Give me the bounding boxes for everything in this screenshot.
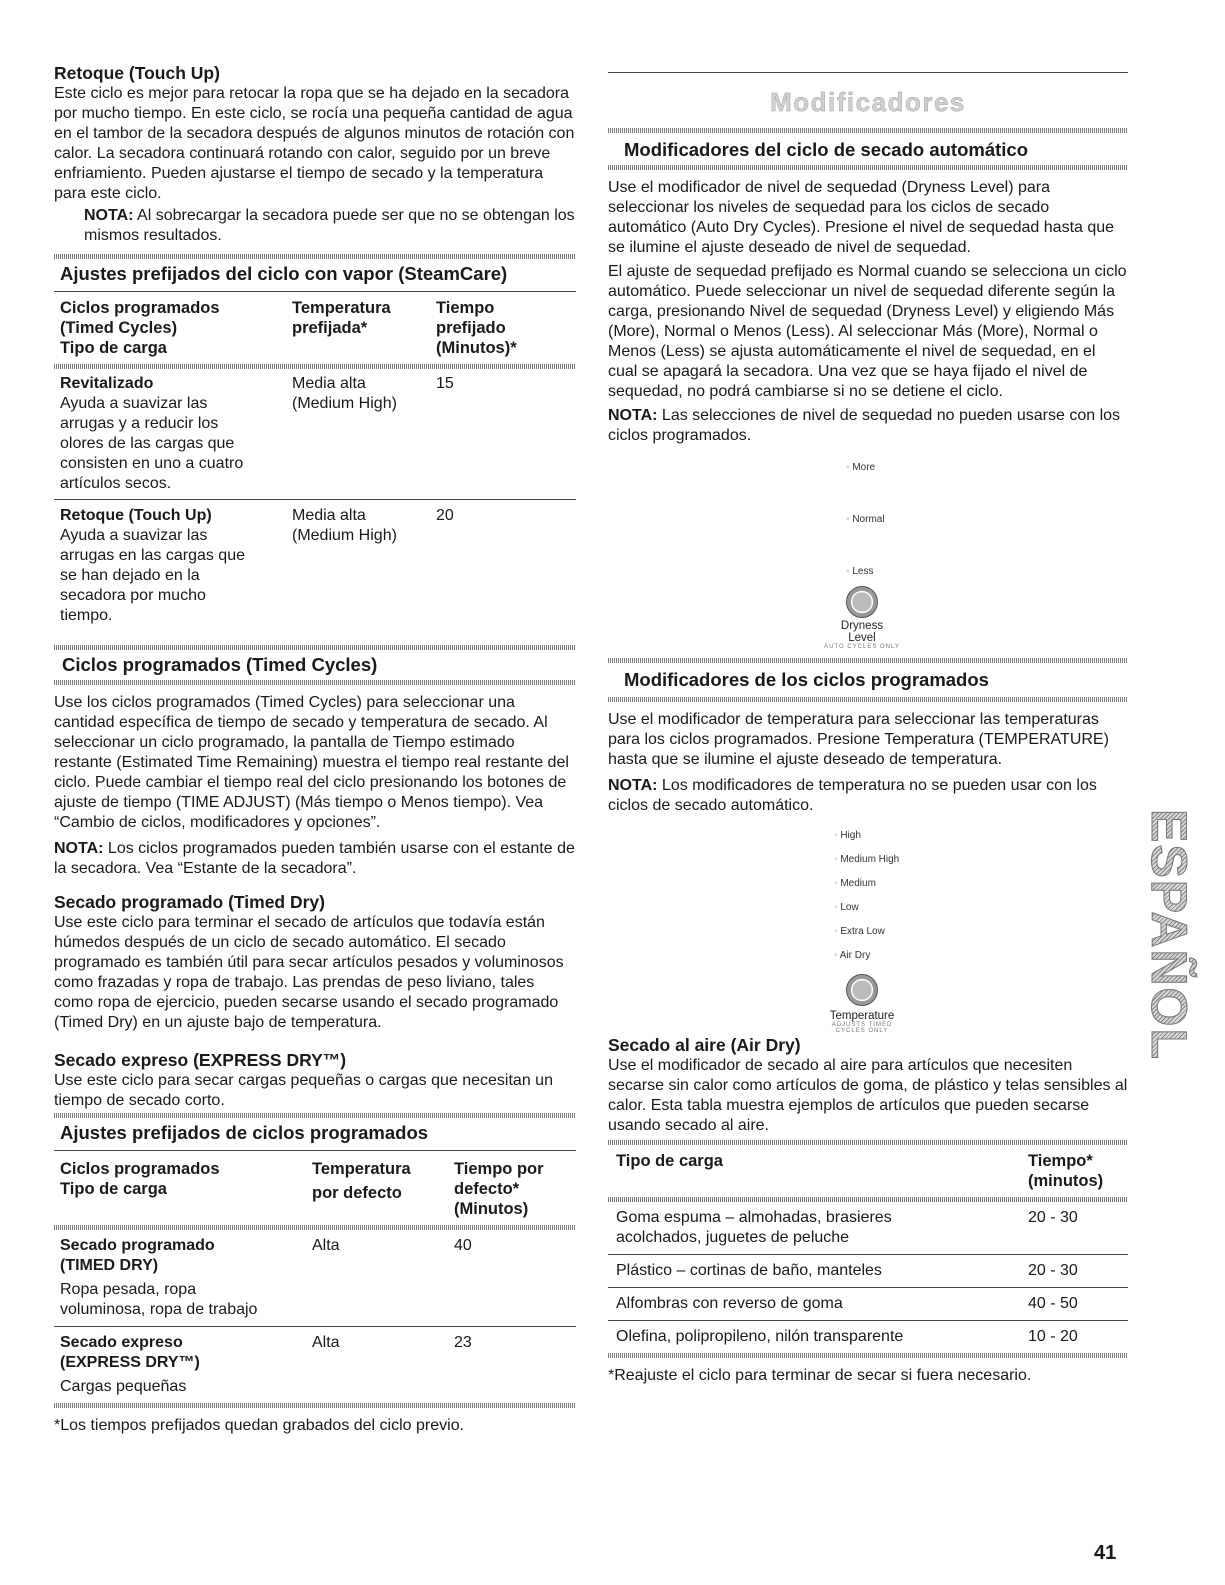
head-line: Tipo de carga (60, 1180, 167, 1198)
head-line: (minutos) (1028, 1172, 1104, 1190)
dial-caption: Level (848, 632, 876, 644)
note-text: Los modificadores de temperatura no se pueden usar con los ciclos de secado automático. (608, 777, 1097, 814)
temp-value: Media alta (292, 375, 366, 392)
col-cycles (60, 1159, 312, 1219)
time-range: 20 - 30 (1028, 1262, 1078, 1279)
timed-cycles-body: Use los ciclos programados (Timed Cycles) para seleccionar una cantidad específica de tiempo de secado y temperatura de secado. Al seleccionar un ciclo programado, la pantalla de Tiempo estimado restante (Estimated Time Remaining) muestra el tiempo real restante del ciclo. Puede cambiar el tiempo real del ciclo presionando los botones de ajuste de tiempo (TIME ADJUST) (Más tiempo o Menos tiempo). Vea “Cambio de ciclos, modificadores y opciones”. (54, 694, 569, 831)
timed-table-title: Ajustes prefijados de ciclos programados (60, 1122, 429, 1143)
load-line: Goma espuma – almohadas, brasieres (616, 1209, 892, 1226)
note-label: NOTA: (608, 407, 658, 424)
cycle-name: Revitalizado (60, 375, 154, 392)
auto-mod-title: Modificadores del ciclo de secado automático (624, 139, 1029, 160)
timed-cycles-title: Ciclos programados (Timed Cycles) (62, 654, 378, 675)
head-line: defecto* (454, 1180, 520, 1198)
cycle-name: Retoque (Touch Up) (60, 507, 212, 524)
dial-caption-block (822, 620, 902, 650)
timed-cycles-note (54, 839, 576, 879)
hatch-divider (608, 165, 1128, 170)
cycle-desc: consisten en uno a cuatro (60, 455, 244, 472)
note-label: NOTA: (608, 777, 658, 794)
hatch-divider (54, 1403, 576, 1408)
air-dry-heading: Secado al aire (Air Dry) (608, 1035, 801, 1055)
table-row (54, 369, 576, 499)
col-time (454, 1159, 574, 1219)
table-row (608, 1288, 1128, 1320)
head-line: Tipo de carga (60, 339, 167, 357)
timed-dry-body: Use este ciclo para terminar el secado de artículos que todavía están húmedos después de un ciclo de secado automático. El secado programado es también útil para secar artículos pesados y voluminosos como frazadas y ropa de trabajo. Las prendas de peso liviano, tales como ropa de ejercicio, pueden secarse usando el secado programado (Timed Dry) en un ajuste bajo de temperatura. (54, 914, 564, 1031)
row-cycle (60, 506, 292, 626)
temp-value: (Medium High) (292, 395, 397, 412)
temperature-button[interactable] (846, 974, 878, 1006)
dryness-level-button[interactable] (846, 586, 878, 618)
retoque-heading: Retoque (Touch Up) (54, 63, 220, 83)
head-line: prefijado (436, 319, 506, 337)
right-column (608, 62, 1128, 1386)
table-row (608, 1202, 1128, 1254)
retoque-note (54, 206, 576, 246)
dial-sub: AUTO CYCLES ONLY (824, 644, 900, 650)
time-range: 20 - 30 (1028, 1209, 1078, 1226)
load-line: acolchados, juguetes de peluche (616, 1229, 850, 1246)
dial-label-extra-low: ◦ Extra Low (834, 926, 885, 937)
head-line: Ciclos programados (60, 299, 220, 317)
dial-label-low: ◦ Low (834, 902, 859, 913)
dial-caption: Temperature (829, 1010, 895, 1022)
cycle-desc: secadora por mucho (60, 587, 206, 604)
timed-mod-title: Modificadores de los ciclos programados (624, 669, 989, 690)
cycle-name: Secado expreso (60, 1334, 183, 1351)
cycle-desc: arrugas y a reducir los (60, 415, 219, 432)
dial-label-medium: ◦ Medium (834, 878, 876, 889)
hatch-divider (608, 697, 1128, 702)
language-label: ESPAÑOL (1141, 809, 1197, 1061)
dryness-level-dial (824, 458, 920, 650)
cycle-desc: voluminosa, ropa de trabajo (60, 1301, 258, 1318)
left-column (54, 62, 576, 1436)
cycle-name: (TIMED DRY) (60, 1257, 159, 1274)
cycle-desc: Ropa pesada, ropa (60, 1281, 197, 1298)
temp-value: Media alta (292, 507, 366, 524)
cycle-desc: artículos secos. (60, 475, 172, 492)
dial-label-more: ◦ More (846, 462, 875, 473)
air-dry-body: Use el modificador de secado al aire para artículos que necesiten secarse sin calor como artículos de goma, de plástico y telas sensibles al calor. Esta tabla muestra ejemplos de artículos que pueden secarse usando secado al aire. (608, 1057, 1128, 1134)
row-time: 15 (436, 375, 454, 392)
timed-mod-p1: Use el modificador de temperatura para seleccionar las temperaturas para los ciclos programados. Presione Temperatura (TEMPERATURE) hasta que se ilumine el ajuste deseado de temperatura. (608, 711, 1109, 768)
head-line: (Minutos) (454, 1200, 529, 1218)
table-row (54, 1230, 576, 1326)
dial-label-less: ◦ Less (846, 566, 873, 577)
retoque-body: Este ciclo es mejor para retocar la ropa que se ha dejado en la secadora por mucho tiempo. En este ciclo, se rocía una pequeña cantidad de agua en el tambor de la secadora después de algunos minutos de rotación con calor. La secadora continuará rotando con calor, seguido por un breve enfriamiento. Pueden ajustarse el tiempo de secado y la temperatura para este ciclo. (54, 85, 575, 202)
note-label: NOTA: (54, 840, 104, 857)
head-line: por defecto (312, 1184, 402, 1202)
hatch-divider (54, 680, 576, 685)
table-row (608, 1255, 1128, 1287)
table-row (608, 1321, 1128, 1353)
cycle-desc: Cargas pequeñas (60, 1378, 187, 1395)
note-text: Las selecciones de nivel de sequedad no pueden usarse con los ciclos programados. (608, 407, 1121, 444)
head-line: Tiempo (436, 299, 495, 317)
timed-dry-heading: Secado programado (Timed Dry) (54, 892, 325, 912)
dial-caption: Dryness (840, 620, 884, 632)
cycle-name: Secado programado (60, 1237, 215, 1254)
load-type: Plástico – cortinas de baño, manteles (616, 1262, 882, 1279)
row-time: 20 (436, 507, 454, 524)
head-line: (Timed Cycles) (60, 319, 178, 337)
air-dry-footnote: *Reajuste el ciclo para terminar de secar si fuera necesario. (608, 1367, 1032, 1384)
load-type (616, 1208, 1028, 1248)
row-temp (292, 506, 436, 626)
steam-table-title: Ajustes prefijados del ciclo con vapor (SteamCare) (60, 263, 508, 284)
row-cycle (60, 1333, 312, 1397)
head-line: prefijada* (292, 319, 368, 337)
note-text: Los ciclos programados pueden también usarse con el estante de la secadora. Vea “Estante de la secadora”. (54, 840, 575, 877)
col-load-type: Tipo de carga (616, 1152, 723, 1170)
dial-label-normal: ◦ Normal (846, 514, 885, 525)
dial-label-medium-high: ◦ Medium High (834, 854, 899, 865)
time-range: 10 - 20 (1028, 1328, 1078, 1345)
dial-caption-block (822, 1010, 902, 1034)
time-range: 40 - 50 (1028, 1295, 1078, 1312)
col-temp (292, 298, 436, 358)
row-cycle (60, 1236, 312, 1320)
col-time (1028, 1151, 1118, 1191)
cycle-desc: tiempo. (60, 607, 113, 624)
air-table-head (608, 1145, 1128, 1197)
row-temp: Alta (312, 1334, 340, 1351)
temp-value: (Medium High) (292, 527, 397, 544)
note-label: NOTA: (84, 207, 134, 224)
head-line: Temperatura (292, 299, 391, 317)
row-temp (292, 374, 436, 494)
express-body: Use este ciclo para secar cargas pequeñas o cargas que necesitan un tiempo de secado corto. (54, 1072, 553, 1109)
page-number: 41 (1094, 1542, 1117, 1564)
auto-mod-note (608, 406, 1128, 446)
load-type: Olefina, polipropileno, nilón transparente (616, 1328, 904, 1345)
language-side-tab (1138, 810, 1200, 1060)
cycle-name: (EXPRESS DRY™) (60, 1354, 200, 1371)
cycle-desc: arrugas en las cargas que (60, 547, 245, 564)
modificadores-title: Modificadores (770, 87, 966, 117)
auto-mod-p2: El ajuste de sequedad prefijado es Normal cuando se selecciona un ciclo automático. Puede seleccionar un nivel de sequedad diferente según la carga, presionando Nivel de sequedad (Dryness Level) y eligiendo Más (More), Normal o Menos (Less). Al seleccionar Más (More), Normal o Menos (Less) se ajusta automáticamente el nivel de sequedad, en el cual se apagará la secadora. Una vez que se haya fijado el nivel de sequedad, no podrá cambiarse si no se detiene el ciclo. (608, 263, 1127, 400)
auto-mod-p1: Use el modificador de nivel de sequedad (Dryness Level) para seleccionar los niveles de sequedad para los ciclos de secado automático (Auto Dry Cycles). Presione el nivel de sequedad hasta que se ilumine el ajuste deseado de nivel de sequedad. (608, 179, 1115, 256)
cycle-desc: Ayuda a suavizar las (60, 527, 208, 544)
row-cycle (60, 374, 292, 494)
head-line: Tiempo* (1028, 1152, 1093, 1170)
col-cycles (60, 298, 292, 358)
hatch-divider (608, 1353, 1128, 1358)
table-row (54, 500, 576, 631)
row-time: 40 (454, 1237, 472, 1254)
dial-label-air-dry: ◦ Air Dry (834, 950, 870, 961)
row-temp: Alta (312, 1237, 340, 1254)
timed-mod-note (608, 776, 1128, 816)
dial-label-high: ◦ High (834, 830, 861, 841)
head-line: Ciclos programados (60, 1160, 220, 1178)
cycle-desc: se han dejado en la (60, 567, 200, 584)
head-line: Temperatura (312, 1160, 411, 1178)
head-line: (Minutos)* (436, 339, 517, 357)
steam-table-head (54, 292, 576, 364)
timed-table-footnote: *Los tiempos prefijados quedan grabados del ciclo previo. (54, 1417, 465, 1434)
temperature-dial (826, 824, 956, 1056)
head-line: Tiempo por (454, 1160, 544, 1178)
cycle-desc: Ayuda a suavizar las (60, 395, 208, 412)
col-temp (312, 1159, 454, 1219)
table-row (54, 1327, 576, 1403)
col-time (436, 298, 576, 358)
timed-table-head (54, 1151, 576, 1225)
load-type: Alfombras con reverso de goma (616, 1295, 843, 1312)
note-text: Al sobrecargar la secadora puede ser que no se obtengan los mismos resultados. (84, 207, 575, 244)
express-heading: Secado expreso (EXPRESS DRY™) (54, 1050, 347, 1070)
row-time: 23 (454, 1334, 472, 1351)
dial-sub: ADJUSTS TIMED CYCLES ONLY (831, 1022, 893, 1034)
cycle-desc: olores de las cargas que (60, 435, 235, 452)
